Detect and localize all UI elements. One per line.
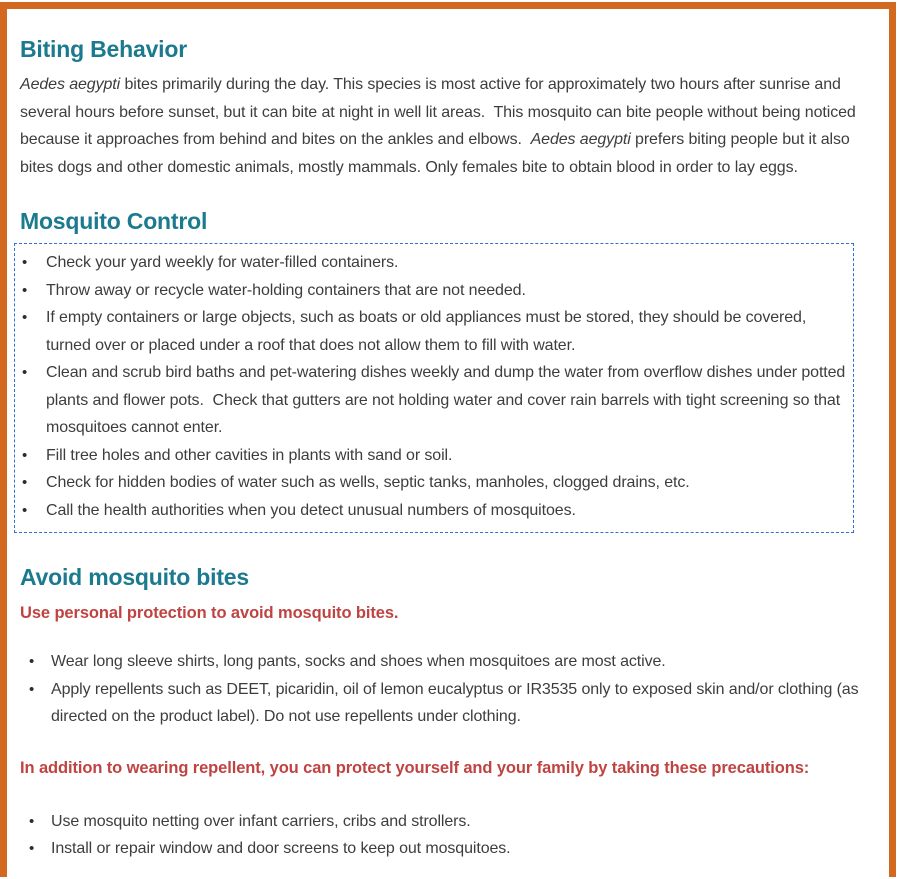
section-biting-behavior <box>20 36 879 181</box>
list-item: • Check for hidden bodies of water such as wells, septic tanks, manholes, clogged drains, etc. <box>15 469 847 497</box>
biting-behavior-paragraph <box>20 71 879 181</box>
control-tips-list <box>15 249 850 524</box>
paragraph-text: prefers biting people but it also bites dogs and other domestic animals, mostly mammals. Only females bite to obtain blood in order to lay eggs. <box>20 131 855 176</box>
list-item: • Install or repair window and door screens to keep out mosquitoes. <box>20 835 879 863</box>
list-item: • If empty containers or large objects, such as boats or old appliances must be stored, they should be covered, turned over or placed under a roof that does not allow them to fill with water. <box>15 304 847 359</box>
section-mosquito-control <box>20 208 879 533</box>
paragraph-text: bites primarily during the day. This species is most active for approximately two hours after sunrise and several hours before sunset, but it can bite at night in well lit areas. This mosquito can bite people without being noticed because it approaches from behind and bites on the ankles and elbows. <box>20 76 861 148</box>
list-item: • Apply repellents such as DEET, picaridin, oil of lemon eucalyptus or IR3535 only to exposed skin and/or clothing (as directed on the product label). Do not use repellents under clothing. <box>20 676 879 731</box>
precautions-callout: In addition to wearing repellent, you can protect yourself and your family by taking these precautions: <box>20 758 810 777</box>
personal-protection-callout: Use personal protection to avoid mosquito bites. <box>20 604 399 622</box>
list-item: • Use mosquito netting over infant carriers, cribs and strollers. <box>20 808 879 836</box>
section-avoid-mosquito-bites <box>20 564 879 863</box>
species-name-italic: Aedes aegypti <box>20 76 121 93</box>
list-item: • Clean and scrub bird baths and pet-watering dishes weekly and dump the water from overflow dishes under potted plants and flower pots. Check that gutters are not holding water and cover rain barrels with tight screening so that mosquitoes cannot enter. <box>15 359 847 442</box>
biting-behavior-title: Biting Behavior <box>20 36 187 62</box>
species-name-italic: Aedes aegypti <box>530 131 631 148</box>
list-item: • Throw away or recycle water-holding containers that are not needed. <box>15 277 847 305</box>
mosquito-control-title: Mosquito Control <box>20 208 208 234</box>
precautions-list <box>20 808 879 863</box>
list-item: • Check your yard weekly for water-filled containers. <box>15 249 847 277</box>
document-page <box>0 2 896 877</box>
list-item: • Fill tree holes and other cavities in plants with sand or soil. <box>15 442 847 470</box>
personal-protection-list <box>20 648 879 731</box>
list-item: • Wear long sleeve shirts, long pants, socks and shoes when mosquitoes are most active. <box>20 648 879 676</box>
avoid-bites-title: Avoid mosquito bites <box>20 564 249 590</box>
control-tips-box <box>14 243 854 533</box>
list-item: • Call the health authorities when you detect unusual numbers of mosquitoes. <box>15 497 847 525</box>
